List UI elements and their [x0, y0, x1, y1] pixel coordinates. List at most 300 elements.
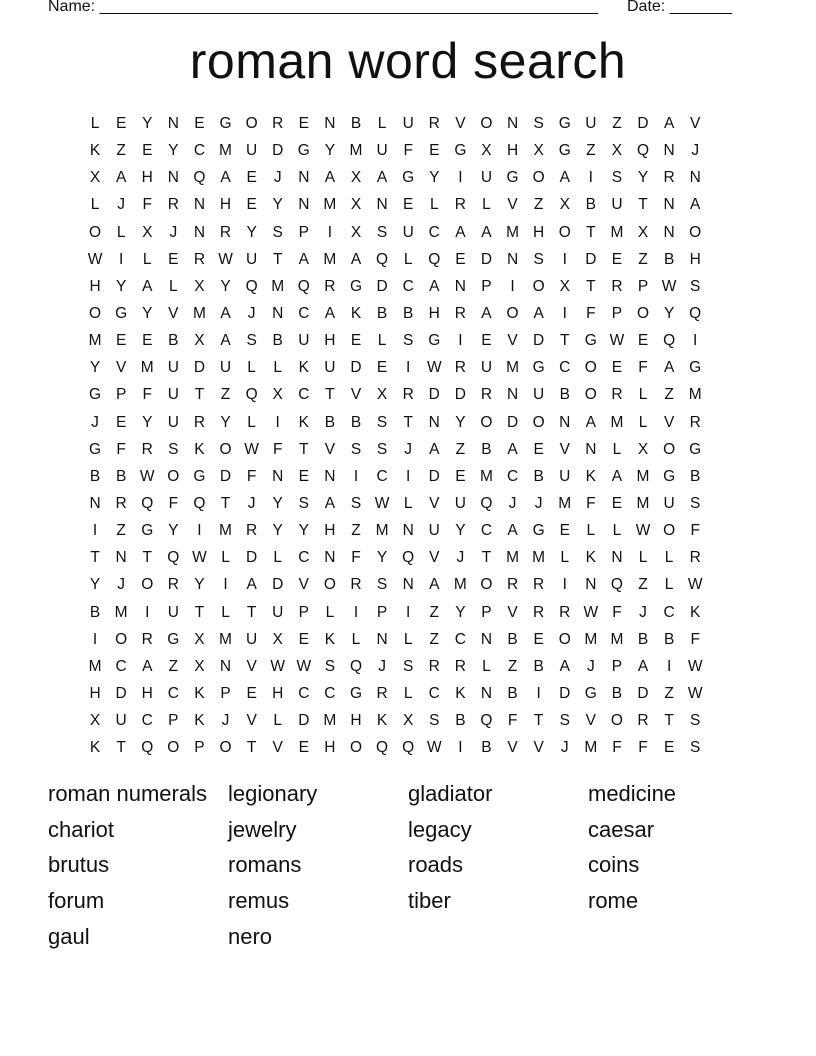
- grid-letter: P: [194, 739, 205, 757]
- grid-letter: E: [611, 495, 623, 513]
- word-list-item: medicine: [588, 781, 677, 806]
- grid-letter: B: [115, 467, 127, 485]
- grid-letter: L: [351, 630, 361, 648]
- grid-letter: M: [323, 196, 337, 214]
- grid-letter: R: [350, 576, 362, 594]
- grid-letter: Q: [245, 277, 258, 295]
- grid-letter: I: [353, 603, 359, 621]
- grid-letter: M: [584, 630, 598, 648]
- grid-letter: N: [428, 413, 440, 431]
- grid-letter: X: [89, 712, 101, 730]
- grid-letter: M: [479, 467, 493, 485]
- grid-letter: Q: [480, 495, 493, 513]
- grid-letter: D: [193, 359, 206, 377]
- name-field-label: Name: ________________________________________________________: [48, 0, 598, 15]
- grid-letter: I: [353, 467, 359, 485]
- grid-letter: A: [429, 576, 440, 594]
- grid-letter: N: [506, 115, 519, 133]
- grid-letter: X: [481, 142, 492, 160]
- grid-letter: M: [688, 386, 702, 404]
- grid-letter: Y: [142, 305, 153, 323]
- word-list-row: [48, 814, 808, 850]
- grid-letter: M: [610, 223, 624, 241]
- grid-letter: G: [454, 142, 467, 160]
- grid-letter: M: [506, 223, 519, 241]
- letter-grid: [82, 110, 736, 761]
- grid-letter: N: [324, 467, 336, 485]
- grid-letter: I: [197, 522, 202, 540]
- grid-letter: L: [90, 115, 100, 133]
- grid-letter: A: [142, 657, 153, 675]
- grid-letter: G: [402, 169, 415, 187]
- grid-letter: G: [193, 467, 206, 485]
- grid-letter: S: [690, 277, 701, 295]
- grid-letter: D: [376, 277, 388, 295]
- grid-row: [82, 327, 736, 354]
- grid-letter: I: [92, 630, 98, 648]
- word-list-item: legacy: [408, 816, 472, 842]
- grid-letter: L: [482, 657, 491, 675]
- grid-letter: A: [220, 332, 231, 350]
- grid-letter: T: [246, 739, 257, 757]
- grid-letter: U: [663, 495, 675, 513]
- grid-letter: P: [481, 277, 492, 295]
- grid-letter: A: [246, 576, 257, 594]
- grid-letter: S: [403, 332, 414, 350]
- grid-row: [82, 219, 736, 246]
- grid-letter: N: [167, 115, 179, 133]
- grid-letter: V: [246, 657, 257, 675]
- grid-letter: U: [246, 250, 258, 268]
- grid-letter: J: [247, 305, 256, 323]
- grid-letter: X: [403, 712, 414, 730]
- grid-letter: W: [296, 657, 312, 675]
- grid-letter: L: [325, 603, 335, 621]
- grid-letter: Y: [168, 142, 179, 160]
- grid-letter: O: [480, 413, 493, 431]
- grid-letter: T: [664, 712, 674, 730]
- grid-letter: G: [584, 685, 597, 703]
- grid-letter: C: [480, 522, 493, 540]
- grid-letter: G: [115, 305, 128, 323]
- grid-letter: K: [194, 685, 205, 703]
- grid-letter: Y: [376, 549, 388, 567]
- grid-letter: E: [115, 332, 127, 350]
- grid-letter: T: [116, 739, 126, 757]
- grid-letter: Y: [142, 413, 153, 431]
- grid-letter: R: [533, 603, 545, 621]
- grid-letter: L: [90, 196, 100, 214]
- grid-letter: U: [167, 603, 179, 621]
- word-list-row: [48, 885, 808, 921]
- grid-letter: A: [429, 277, 440, 295]
- grid-letter: C: [376, 467, 388, 485]
- grid-letter: M: [506, 549, 519, 567]
- grid-letter: S: [376, 440, 388, 458]
- grid-row: [82, 246, 736, 273]
- grid-letter: N: [506, 250, 519, 268]
- grid-letter: E: [376, 359, 388, 377]
- grid-letter: K: [585, 467, 596, 485]
- grid-letter: E: [533, 440, 544, 458]
- grid-letter: P: [376, 603, 388, 621]
- grid-letter: R: [454, 305, 466, 323]
- grid-letter: K: [455, 685, 466, 703]
- grid-letter: Q: [402, 739, 415, 757]
- grid-letter: R: [663, 169, 675, 187]
- grid-letter: F: [690, 630, 700, 648]
- grid-letter: O: [532, 413, 545, 431]
- grid-letter: L: [403, 630, 413, 648]
- grid-letter: S: [533, 250, 544, 268]
- grid-letter: X: [194, 657, 205, 675]
- grid-letter: H: [506, 142, 519, 160]
- grid-letter: L: [560, 549, 570, 567]
- grid-letter: R: [611, 386, 623, 404]
- grid-letter: B: [89, 467, 101, 485]
- grid-letter: H: [219, 196, 232, 214]
- grid-letter: X: [559, 196, 570, 214]
- grid-letter: N: [193, 196, 206, 214]
- grid-letter: N: [611, 549, 623, 567]
- grid-letter: X: [637, 223, 649, 241]
- grid-letter: S: [324, 657, 336, 675]
- grid-row: [82, 354, 736, 381]
- grid-letter: E: [142, 332, 153, 350]
- grid-letter: G: [532, 522, 545, 540]
- grid-letter: I: [536, 685, 541, 703]
- grid-letter: D: [350, 359, 362, 377]
- grid-letter: K: [298, 359, 309, 377]
- grid-letter: R: [480, 386, 493, 404]
- grid-letter: S: [298, 495, 309, 513]
- grid-letter: J: [691, 142, 700, 160]
- grid-letter: C: [298, 305, 310, 323]
- grid-letter: L: [638, 386, 648, 404]
- grid-letter: J: [508, 495, 517, 513]
- grid-letter: A: [115, 169, 127, 187]
- grid-letter: H: [141, 685, 153, 703]
- grid-letter: B: [350, 413, 362, 431]
- grid-letter: Q: [193, 495, 206, 513]
- grid-letter: B: [481, 440, 492, 458]
- grid-letter: W: [374, 495, 390, 513]
- grid-letter: S: [246, 332, 257, 350]
- grid-letter: I: [562, 305, 567, 323]
- grid-letter: B: [507, 685, 518, 703]
- grid-letter: T: [481, 549, 492, 567]
- grid-letter: I: [588, 169, 593, 187]
- grid-letter: L: [221, 549, 230, 567]
- grid-letter: A: [298, 250, 309, 268]
- grid-letter: D: [637, 115, 649, 133]
- grid-letter: U: [402, 115, 414, 133]
- grid-letter: T: [299, 440, 309, 458]
- grid-letter: I: [92, 522, 98, 540]
- grid-letter: R: [167, 196, 179, 214]
- grid-letter: P: [115, 386, 127, 404]
- grid-letter: A: [220, 305, 231, 323]
- grid-letter: K: [89, 739, 101, 757]
- grid-letter: Q: [376, 739, 389, 757]
- grid-letter: A: [324, 169, 336, 187]
- grid-letter: L: [221, 603, 230, 621]
- grid-letter: J: [91, 413, 99, 431]
- grid-letter: S: [376, 576, 388, 594]
- grid-letter: Z: [116, 142, 126, 160]
- grid-letter: A: [559, 169, 570, 187]
- grid-letter: G: [663, 467, 676, 485]
- grid-letter: R: [193, 413, 206, 431]
- grid-letter: T: [586, 277, 596, 295]
- grid-letter: G: [584, 332, 597, 350]
- grid-letter: G: [689, 359, 702, 377]
- grid-letter: M: [584, 739, 598, 757]
- grid-letter: G: [89, 440, 102, 458]
- grid-letter: X: [194, 332, 205, 350]
- word-list-row: [48, 921, 808, 957]
- grid-letter: F: [403, 142, 413, 160]
- grid-letter: M: [506, 359, 519, 377]
- grid-letter: K: [194, 712, 205, 730]
- grid-letter: L: [482, 196, 491, 214]
- grid-letter: E: [455, 467, 466, 485]
- grid-letter: F: [272, 440, 283, 458]
- grid-letter: Z: [638, 250, 648, 268]
- grid-letter: F: [638, 739, 648, 757]
- grid-letter: O: [219, 440, 232, 458]
- grid-letter: X: [350, 223, 362, 241]
- grid-letter: F: [638, 359, 648, 377]
- grid-row: [82, 653, 736, 680]
- grid-row: [82, 544, 736, 571]
- grid-letter: A: [690, 196, 701, 214]
- grid-letter: U: [480, 169, 493, 187]
- grid-letter: C: [298, 386, 310, 404]
- grid-letter: Q: [141, 495, 154, 513]
- grid-letter: J: [247, 495, 256, 513]
- grid-letter: U: [585, 115, 597, 133]
- grid-letter: H: [324, 332, 336, 350]
- grid-letter: U: [559, 467, 571, 485]
- grid-letter: E: [298, 467, 309, 485]
- grid-letter: B: [559, 386, 570, 404]
- word-list-item: remus: [228, 888, 290, 914]
- grid-letter: N: [376, 196, 388, 214]
- grid-letter: Z: [220, 386, 231, 404]
- grid-letter: U: [115, 712, 127, 730]
- grid-letter: M: [375, 522, 389, 540]
- grid-letter: Y: [272, 196, 283, 214]
- grid-letter: F: [116, 440, 126, 458]
- word-list-item: gladiator: [408, 781, 493, 806]
- word-list: [48, 778, 808, 956]
- word-list-item: jewelry: [228, 816, 297, 842]
- grid-letter: X: [637, 440, 649, 458]
- grid-letter: G: [558, 142, 571, 160]
- grid-letter: O: [219, 739, 232, 757]
- grid-letter: C: [428, 223, 440, 241]
- grid-letter: B: [376, 305, 388, 323]
- grid-letter: L: [273, 359, 283, 377]
- word-list-item: romans: [228, 852, 302, 878]
- grid-letter: Q: [636, 142, 650, 160]
- grid-letter: V: [507, 603, 518, 621]
- grid-letter: U: [167, 386, 179, 404]
- grid-letter: J: [169, 223, 178, 241]
- grid-letter: E: [455, 250, 466, 268]
- grid-letter: A: [481, 305, 492, 323]
- grid-letter: E: [298, 739, 309, 757]
- grid-letter: A: [637, 657, 649, 675]
- grid-letter: Y: [220, 413, 231, 431]
- word-list-item: roman numerals: [48, 781, 207, 806]
- grid-letter: L: [403, 685, 413, 703]
- grid-letter: B: [637, 630, 649, 648]
- grid-letter: A: [585, 413, 596, 431]
- grid-letter: K: [585, 549, 596, 567]
- grid-letter: O: [610, 712, 623, 730]
- grid-letter: D: [272, 142, 284, 160]
- grid-letter: S: [690, 495, 701, 513]
- word-list-row: [48, 849, 808, 885]
- grid-letter: W: [426, 739, 442, 757]
- date-field-label: Date: _______: [627, 0, 732, 15]
- grid-letter: V: [429, 549, 440, 567]
- grid-letter: X: [194, 277, 205, 295]
- grid-letter: D: [637, 685, 649, 703]
- grid-letter: X: [559, 277, 570, 295]
- grid-letter: A: [481, 223, 492, 241]
- grid-letter: I: [458, 332, 463, 350]
- grid-letter: V: [246, 712, 257, 730]
- grid-letter: X: [272, 386, 283, 404]
- grid-letter: T: [90, 549, 100, 567]
- grid-letter: N: [585, 576, 597, 594]
- grid-letter: R: [559, 603, 571, 621]
- grid-row: [82, 599, 736, 626]
- grid-letter: C: [402, 277, 414, 295]
- grid-letter: K: [194, 440, 205, 458]
- grid-letter: E: [298, 630, 309, 648]
- grid-letter: P: [611, 305, 623, 323]
- grid-letter: E: [637, 332, 649, 350]
- grid-letter: R: [454, 359, 466, 377]
- grid-letter: E: [559, 522, 570, 540]
- grid-letter: N: [324, 115, 336, 133]
- grid-letter: T: [325, 386, 335, 404]
- grid-letter: N: [376, 630, 388, 648]
- grid-letter: Q: [193, 169, 206, 187]
- grid-letter: R: [272, 115, 284, 133]
- grid-letter: U: [611, 196, 623, 214]
- grid-letter: B: [481, 739, 492, 757]
- grid-letter: T: [142, 549, 152, 567]
- grid-letter: D: [428, 467, 440, 485]
- grid-letter: R: [637, 712, 649, 730]
- grid-letter: O: [532, 277, 545, 295]
- grid-letter: X: [611, 142, 623, 160]
- grid-letter: V: [507, 332, 518, 350]
- grid-letter: Z: [586, 142, 596, 160]
- grid-letter: D: [246, 549, 258, 567]
- grid-letter: V: [298, 576, 309, 594]
- grid-letter: W: [583, 603, 599, 621]
- grid-letter: E: [481, 332, 492, 350]
- grid-letter: D: [272, 576, 284, 594]
- grid-letter: A: [663, 115, 675, 133]
- grid-letter: N: [89, 495, 101, 513]
- grid-letter: W: [609, 332, 625, 350]
- grid-letter: T: [194, 386, 205, 404]
- grid-letter: H: [141, 169, 153, 187]
- grid-letter: G: [532, 359, 545, 377]
- grid-letter: W: [270, 657, 286, 675]
- grid-letter: B: [455, 712, 466, 730]
- grid-letter: U: [219, 359, 232, 377]
- grid-letter: Y: [142, 115, 153, 133]
- grid-letter: O: [506, 305, 519, 323]
- grid-letter: B: [272, 332, 283, 350]
- grid-letter: R: [428, 115, 440, 133]
- grid-letter: L: [273, 712, 283, 730]
- grid-letter: X: [350, 196, 362, 214]
- grid-letter: M: [219, 142, 232, 160]
- grid-letter: D: [559, 685, 571, 703]
- grid-letter: C: [506, 467, 519, 485]
- grid-letter: G: [89, 386, 102, 404]
- grid-letter: L: [664, 576, 674, 594]
- grid-letter: E: [246, 169, 257, 187]
- grid-letter: I: [458, 169, 463, 187]
- grid-letter: O: [89, 305, 102, 323]
- grid-letter: B: [89, 603, 101, 621]
- grid-letter: J: [117, 576, 126, 594]
- grid-letter: K: [298, 413, 309, 431]
- grid-letter: N: [167, 169, 179, 187]
- grid-letter: O: [141, 576, 154, 594]
- grid-letter: F: [612, 739, 622, 757]
- grid-letter: N: [480, 630, 493, 648]
- grid-letter: L: [429, 196, 439, 214]
- grid-letter: Q: [349, 657, 363, 675]
- grid-row: [82, 680, 736, 707]
- grid-letter: L: [142, 250, 152, 268]
- grid-letter: I: [666, 657, 672, 675]
- grid-letter: F: [142, 196, 152, 214]
- grid-letter: R: [506, 576, 519, 594]
- grid-letter: N: [559, 413, 571, 431]
- grid-letter: L: [116, 223, 126, 241]
- word-list-item: legionary: [228, 781, 318, 806]
- grid-letter: C: [428, 685, 440, 703]
- grid-letter: F: [142, 386, 152, 404]
- word-list-item: caesar: [588, 816, 655, 842]
- grid-letter: S: [403, 657, 414, 675]
- grid-letter: R: [219, 223, 232, 241]
- grid-letter: Q: [663, 332, 676, 350]
- grid-letter: M: [636, 495, 650, 513]
- grid-row: [82, 164, 736, 191]
- grid-letter: L: [664, 549, 674, 567]
- grid-letter: E: [194, 115, 205, 133]
- grid-letter: N: [272, 467, 284, 485]
- grid-letter: G: [167, 630, 180, 648]
- grid-letter: I: [406, 359, 411, 377]
- grid-letter: O: [532, 169, 545, 187]
- grid-letter: G: [349, 685, 363, 703]
- grid-letter: N: [402, 576, 414, 594]
